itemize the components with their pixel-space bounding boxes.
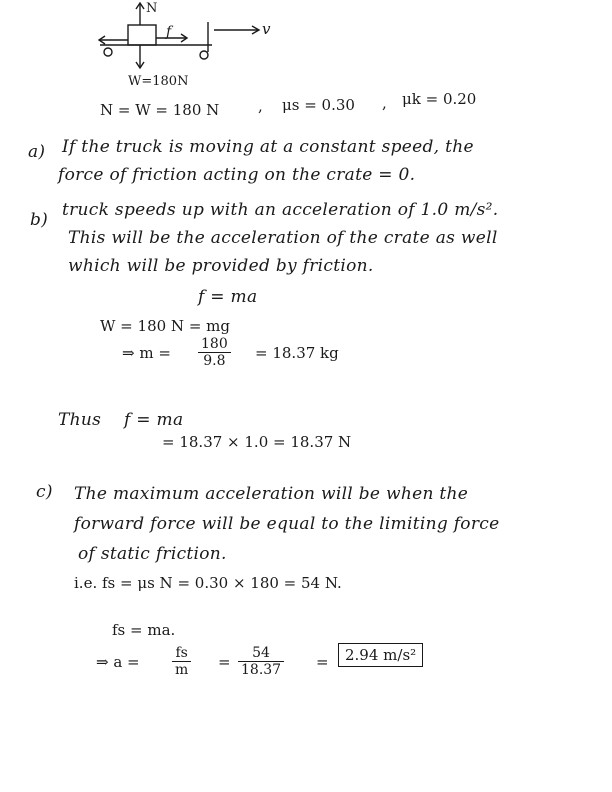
- part-b-eq3-den: 9.8: [203, 353, 226, 369]
- part-c-line3: of static friction.: [78, 544, 227, 564]
- part-b-eq3-prefix: ⇒ m =: [122, 344, 171, 362]
- wheel-right: [200, 51, 208, 59]
- part-b-label: b): [30, 210, 49, 230]
- given-mu-s: μs = 0.30: [282, 96, 355, 114]
- part-b-line1: truck speeds up with an acceleration of 1.0 m/s².: [62, 200, 499, 220]
- given-normal: N = W = 180 N: [100, 101, 220, 119]
- part-c-eq1: i.e. fs = μs N = 0.30 × 180 = 54 N.: [74, 574, 342, 592]
- part-b-line3: which will be provided by friction.: [68, 256, 374, 276]
- part-a-line1: If the truck is moving at a constant speed, the: [62, 137, 474, 157]
- normal-label: N: [146, 1, 158, 16]
- part-c-answer-box: 2.94 m/s²: [338, 643, 423, 667]
- part-c-eq3-fraction-2: [238, 645, 284, 678]
- part-b-eq5: = 18.37 × 1.0 = 18.37 N: [162, 433, 352, 451]
- part-b-eq4: f = ma: [124, 410, 184, 430]
- part-b-line2: This will be the acceleration of the crate as well: [68, 228, 498, 248]
- part-b-eq3-fraction: [198, 336, 231, 369]
- part-c-eq2: fs = ma.: [112, 621, 176, 639]
- part-c-eq3-equals: =: [218, 653, 231, 671]
- part-c-line2: forward force will be equal to the limiting force: [74, 514, 500, 534]
- part-c-eq3-den1: m: [175, 662, 189, 678]
- part-c-eq3-fraction-1: [172, 645, 191, 678]
- weight-label: W=180N: [128, 74, 189, 89]
- crate-box: [128, 25, 156, 45]
- given-mu-k: μk = 0.20: [402, 90, 477, 108]
- part-c-eq3-prefix: ⇒ a =: [96, 653, 140, 671]
- part-a-label: a): [28, 142, 46, 162]
- friction-label: f: [166, 24, 172, 40]
- wheel-left: [104, 48, 112, 56]
- part-c-eq3-num2: 54: [238, 645, 284, 662]
- part-b-eq1: f = ma: [198, 287, 258, 307]
- part-a-line2: force of friction acting on the crate = 0.: [58, 165, 416, 185]
- part-b-eq3-num: 180: [198, 336, 231, 353]
- given-comma-1: ,: [258, 97, 263, 115]
- velocity-label: v: [262, 20, 271, 38]
- part-c-line1: The maximum acceleration will be when the: [74, 484, 469, 504]
- given-comma-2: ,: [382, 94, 387, 112]
- part-c-label: c): [36, 482, 53, 502]
- part-b-thus-label: Thus: [58, 410, 102, 430]
- part-c-eq3-den2: 18.37: [241, 662, 282, 678]
- part-c-eq3-equals-2: =: [316, 653, 329, 671]
- part-c-eq3-num1: fs: [172, 645, 191, 662]
- part-b-eq2: W = 180 N = mg: [100, 317, 230, 335]
- part-b-eq3-result: = 18.37 kg: [255, 344, 339, 362]
